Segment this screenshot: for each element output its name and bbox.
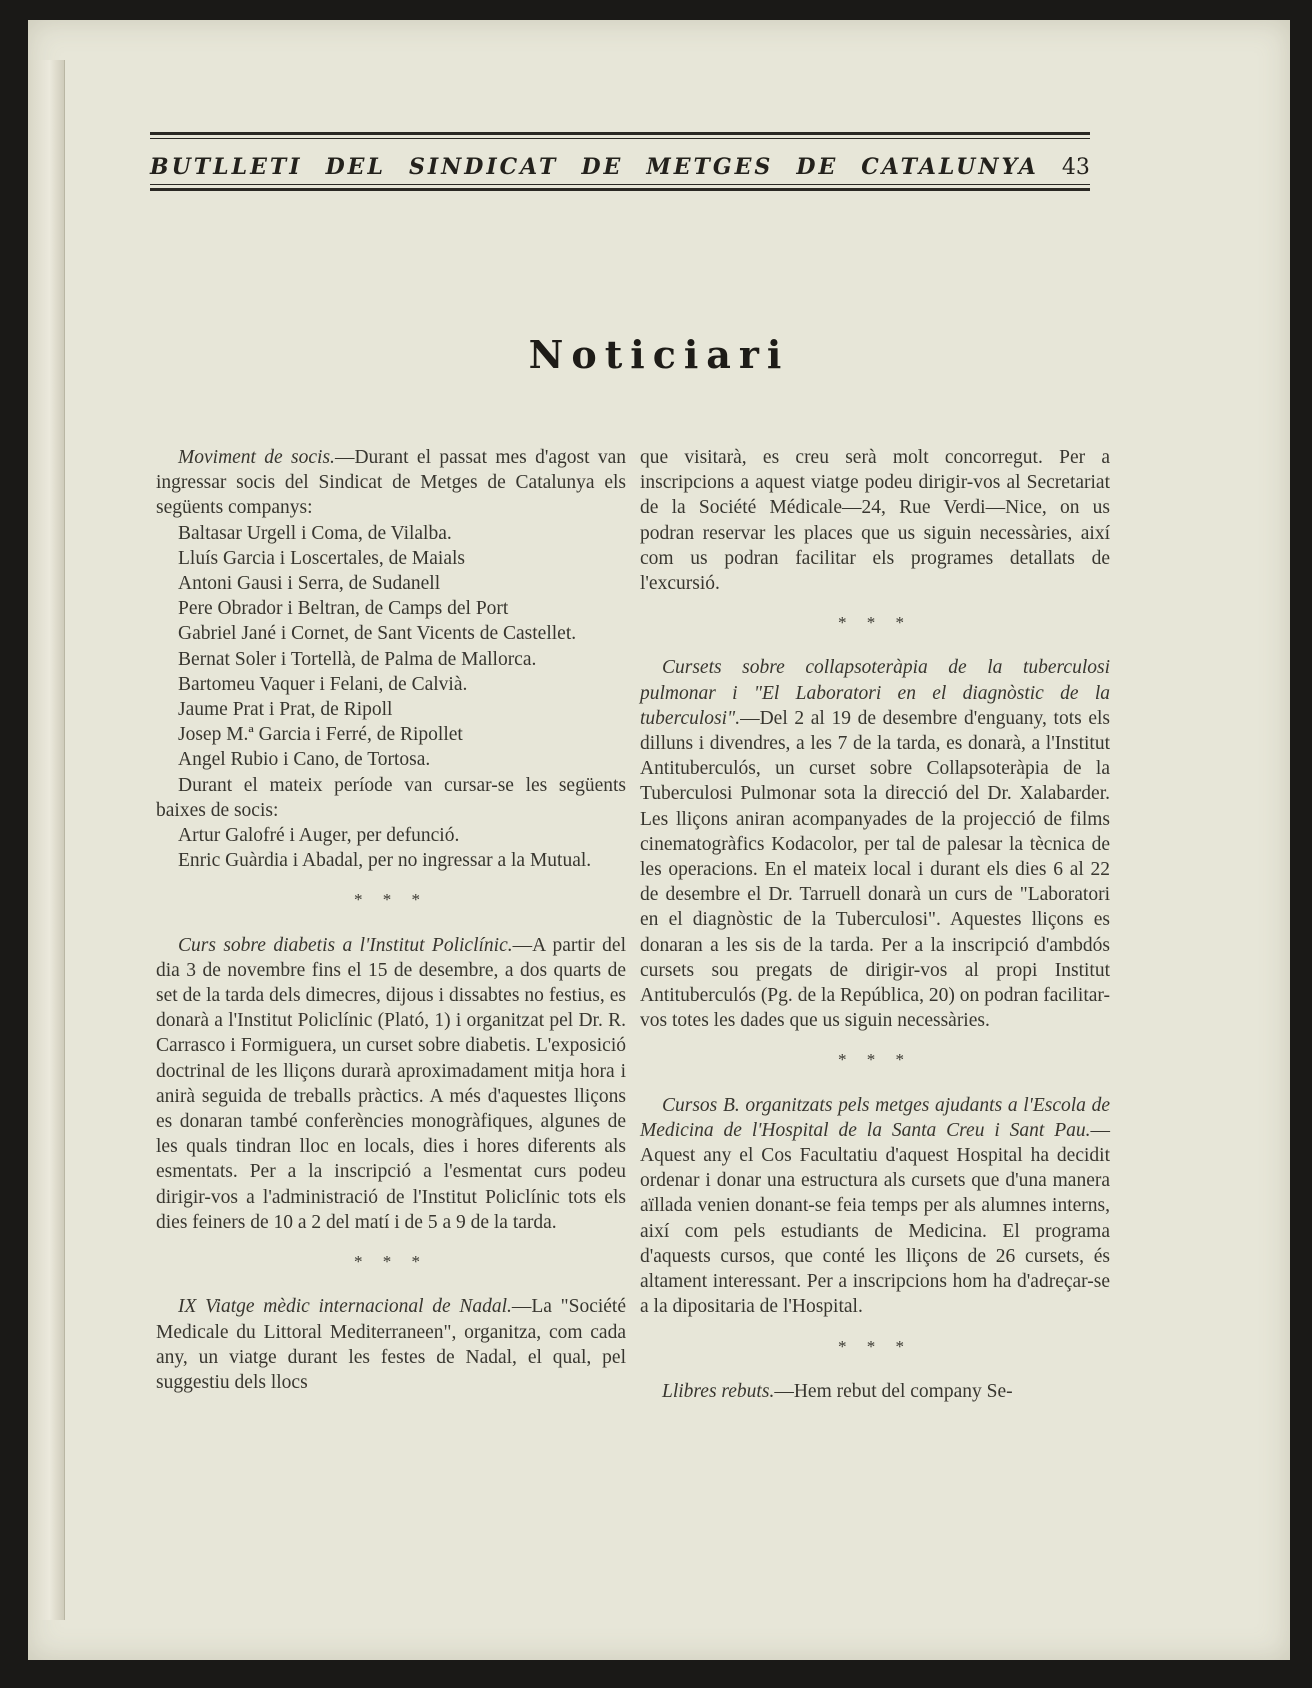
header-rule-top-thin: [150, 138, 1090, 139]
header-rule-bottom: [150, 188, 1090, 191]
item-text: —Del 2 al 19 de desembre d'enguany, tots els dilluns i divendres, a les 7 de la tarda, es donarà, a l'Institut Antituberculós, un curset sobre Collapsoteràpia de la Tuberculosi Pulmonar sota la direcció del Dr. Xalabarder. Les lliçons aniran acompanyades de la projecció de films cinematogràfics Kodacolor, per tal de palesar la tècnica de les operacions. En el mateix local i durant els dies 6 al 22 de desembre el Dr. Tarruell donarà un curs de "Laboratori en el diagnòstic de la Tuberculosi". Aquestes lliçons es donaran a les sis de la tarda. Per a la inscripció d'ambdós cursets sou pregats de dirigir-vos al propi Institut Antituberculós (Pg. de la República, 20) on podran facilitar-vos totes les dades que us siguin necessàries.: [640, 707, 1110, 1032]
section-separator: * * *: [838, 1050, 912, 1070]
paragraph-viatge-continued: que visitarà, es creu serà molt concorregut. Per a inscripcions a aquest viatge podeu dirigir-vos al Secretariat de la Société Médicale—24, Rue Verdi—Nice, on us podran reservar les places que us siguin necessàries, així com us podran facilitar els programes detallats de l'excursió.: [640, 447, 1110, 595]
list-item: Enric Guàrdia i Abadal, per no ingressar a la Mutual.: [178, 850, 592, 872]
left-column: [156, 445, 626, 1395]
title-word: DE: [581, 154, 624, 180]
section-separator: * * *: [838, 1336, 912, 1356]
item-heading: Cursos B. organitzats pels metges ajudants a l'Escola de Medicina de l'Hospital de la Santa Creu i Sant Pau.: [640, 1094, 1110, 1141]
title-word: SINDICAT: [408, 154, 559, 180]
paragraph-moviment: [156, 445, 626, 521]
page-sheet: [28, 20, 1290, 1660]
title-word: CATALUNYA: [861, 154, 1039, 180]
running-header: [150, 118, 1090, 206]
paragraph-viatge: [156, 1294, 626, 1395]
header-rule-top: [150, 132, 1090, 135]
title-word: DE: [796, 154, 839, 180]
list-item: Gabriel Jané i Cornet, de Sant Vicents de Castellet.: [178, 623, 577, 645]
item-text: —La "Société Medicale du Littoral Mediterraneen", organitza, com cada any, un viatge durant les festes de Nadal, el qual, pel suggestiu dels llocs: [156, 1296, 626, 1393]
journal-title: [150, 154, 1090, 180]
item-text: —A partir del dia 3 de novembre fins el 15 de desembre, a dos quarts de set de la tarda dels dimecres, dijous i dissabtes no festius, es donarà a l'Institut Policlínic (Plató, 1) i organitzat pel Dr. R. Carrasco i Formiguera, un curset sobre diabetis. L'exposició doctrinal de les lliçons durarà aproximadament mitja hora i anirà seguida de treballs pràctics. A més d'aquestes lliçons es donaran també conferències monogràfiques, algunes de les quals tindran lloc en locals, dies i hores diferents als esmentats. Per a la inscripció a l'esmentat curs podeu dirigir-vos a l'administració de l'Institut Policlínic tots els dies feiners de 10 a 2 del matí i de 5 a 9 de la tarda.: [156, 934, 626, 1233]
item-text: —Durant el passat mes d'agost van ingressar socis del Sindicat de Metges de Catalunya els següents companys:: [156, 447, 626, 519]
paragraph-cursets: [640, 655, 1110, 1033]
title-word: METGES: [646, 154, 774, 180]
title-word: DEL: [325, 154, 386, 180]
item-heading: Curs sobre diabetis a l'Institut Policlínic.: [178, 934, 513, 956]
title-word: BUTLLETI: [150, 154, 303, 180]
header-rule-bottom-thin: [150, 184, 1090, 185]
paragraph-llibres: [640, 1379, 1110, 1404]
list-item: Josep M.ª Garcia i Ferré, de Ripollet: [178, 724, 463, 746]
paragraph-diabetis: [156, 933, 626, 1235]
item-heading: Cursets sobre collapsoteràpia de la tuberculosi pulmonar i "El Laboratori en el diagnòstic de la tuberculosi".: [640, 657, 1110, 729]
item-text: —Hem rebut del company Se-: [774, 1380, 1013, 1402]
list-item: Angel Rubio i Cano, de Tortosa.: [178, 749, 431, 771]
section-separator: * * *: [838, 613, 912, 633]
binding-gutter: [28, 60, 65, 1620]
list-item: Bartomeu Vaquer i Felani, de Calvià.: [178, 673, 468, 695]
item-heading: Moviment de socis.: [178, 447, 335, 468]
paragraph-cursos-b: [640, 1093, 1110, 1320]
list-item: Bernat Soler i Tortellà, de Palma de Mallorca.: [178, 648, 537, 670]
list-item: Lluís Garcia i Loscertales, de Maials: [178, 547, 465, 569]
list-item: Artur Galofré i Auger, per defunció.: [178, 825, 460, 847]
item-heading: IX Viatge mèdic internacional de Nadal.: [178, 1296, 512, 1318]
page-number: 43: [1061, 155, 1090, 180]
item-heading: Llibres rebuts.: [662, 1380, 775, 1402]
right-column: [640, 445, 1110, 1404]
list-item: Jaume Prat i Prat, de Ripoll: [178, 699, 393, 721]
list-item: Baltasar Urgell i Coma, de Vilalba.: [178, 522, 452, 544]
list-item: Antoni Gausi i Serra, de Sudanell: [178, 573, 441, 595]
item-text: —Aquest any el Cos Facultatiu d'aquest Hospital ha decidit ordenar i donar una estructura als cursets que d'una manera aïllada venien donant-se feia temps per als alumnes interns, així com pels estudiants de Medicina. El programa d'aquests cursos, que conté les lliçons de 26 cursets, és altament interessant. Per a inscripcions hom ha d'adreçar-se a la dipositaria de l'Hospital.: [640, 1119, 1110, 1318]
paragraph-departures-intro: Durant el mateix període van cursar-se les següents baixes de socis:: [156, 774, 626, 821]
section-separator: * * *: [354, 1252, 428, 1272]
departures-list: [156, 823, 626, 873]
section-separator: * * *: [354, 890, 428, 910]
list-item: Pere Obrador i Beltran, de Camps del Port: [178, 598, 509, 620]
new-members-list: [156, 521, 626, 773]
section-title: Noticiari: [528, 332, 790, 377]
